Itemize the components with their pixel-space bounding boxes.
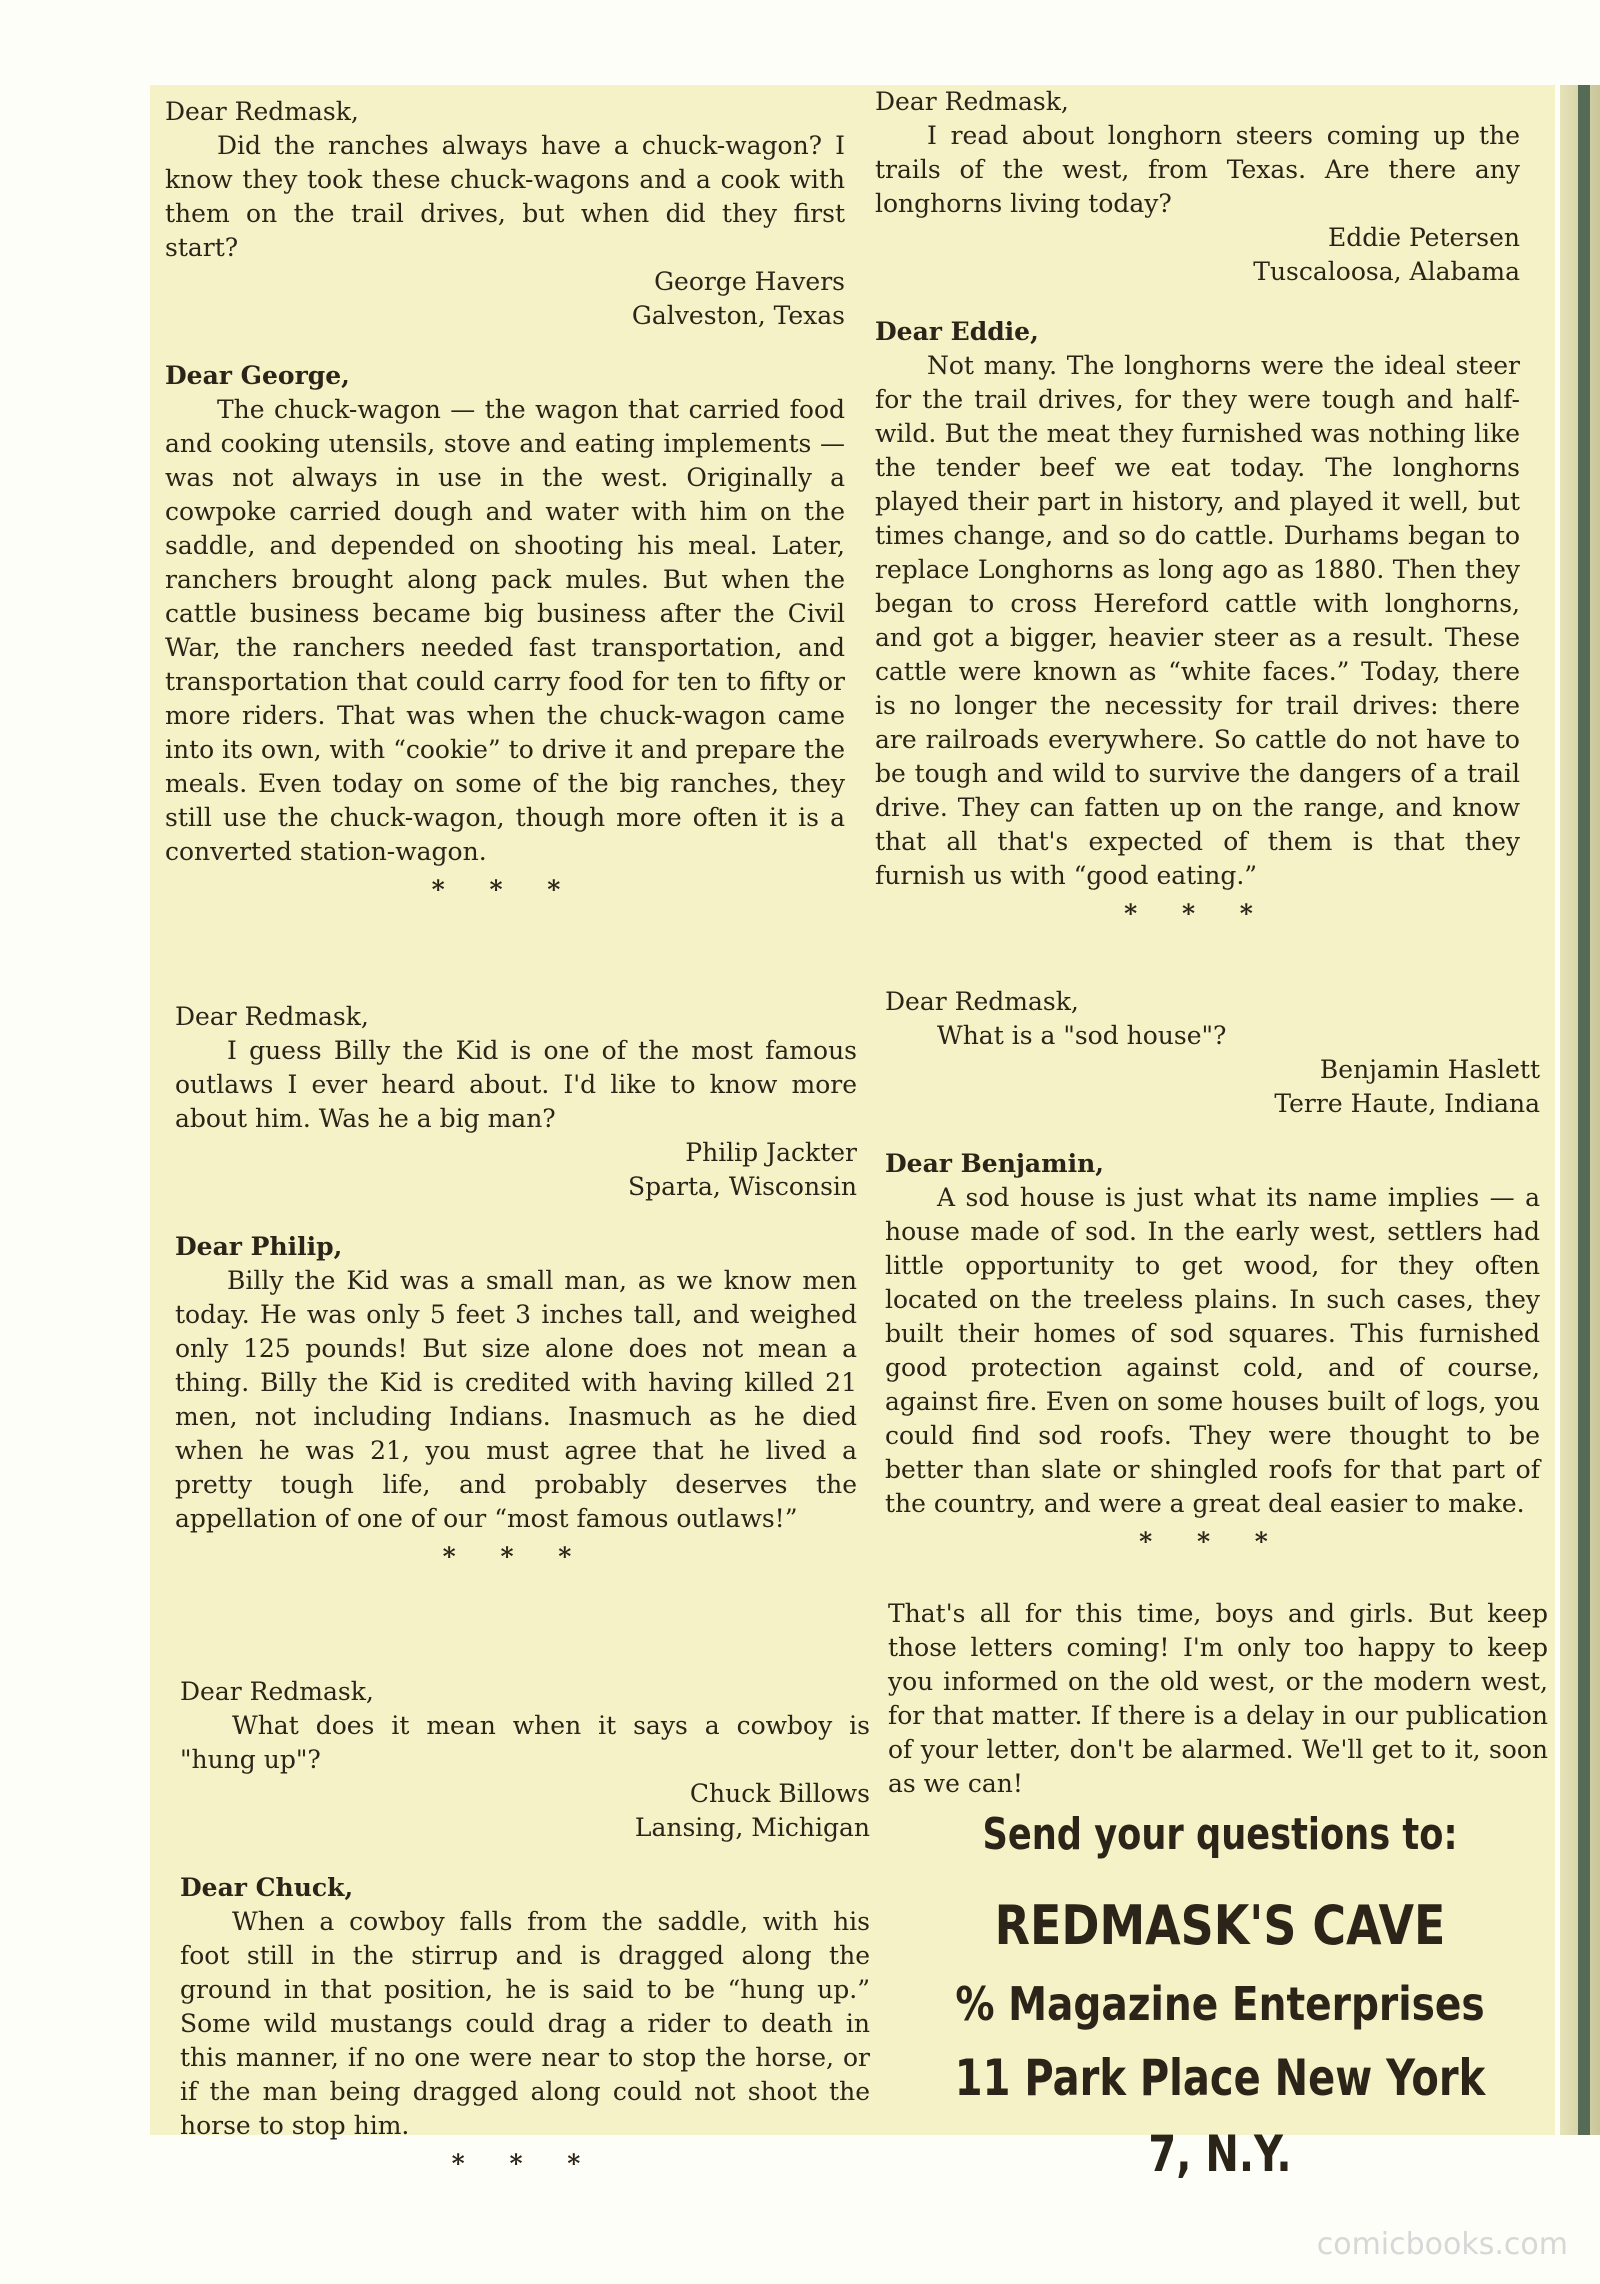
section-separator: * * * xyxy=(431,875,579,904)
letter-greeting: Dear Redmask, xyxy=(885,987,1079,1016)
reply-greeting: Dear Eddie, xyxy=(875,317,1039,346)
letter-body: What is a "sod house"? xyxy=(937,1021,1227,1050)
letter-body: What does it mean when it says a cowboy is "hung up"? xyxy=(180,1711,870,1774)
mailing-address xyxy=(875,1800,1565,2192)
reply-greeting: Dear Benjamin, xyxy=(885,1149,1104,1178)
closing-paragraph: That's all for this time, boys and girls. But keep those letters coming! I'm only too happy to keep you informed on the old west, or the modern west, for that matter. If there is a delay in our publication of your letter, don't be alarmed. We'll get to it, soon as we can! xyxy=(888,1599,1548,1798)
watermark: comicbooks.com xyxy=(1316,2227,1568,2262)
letter-billy-the-kid xyxy=(175,1000,857,1574)
reply-body: Not many. The longhorns were the ideal steer for the trail drives, for they were tough and half-wild. But the meat they furnished was nothing like the tender beef we eat today. The longhorns played their part in history, and played it well, but times change, and so do cattle. Durhams began to replace Longhorns as long ago as 1880. Then they began to cross Hereford cattle with longhorns, and got a bigger, heavier steer as a result. These cattle were known as “white faces.” Today, there is no longer the necessity for trail drives: there are railroads everywhere. So cattle do not have to be tough and wild to survive the dangers of a trail drive. They can fatten up on the range, and know that all that's expected of them is that they furnish us with “good eating.” xyxy=(875,351,1520,890)
section-separator: * * * xyxy=(442,1542,590,1571)
letter-signature-name: Philip Jackter xyxy=(685,1138,857,1167)
section-separator: * * * xyxy=(1139,1527,1286,1556)
letter-signature-place: Tuscaloosa, Alabama xyxy=(1253,257,1520,286)
letter-body: Did the ranches always have a chuck-wagon? I know they took these chuck-wagons and a cook with them on the trail drives, but when did they first start? xyxy=(165,131,845,262)
reply-body: A sod house is just what its name implies — a house made of sod. In the early west, settlers had little opportunity to get wood, for they often located on the treeless plains. In such cases, they built their homes of sod squares. This furnished good protection against cold, and of course, against fire. Even on some houses built of logs, you could find sod roofs. They were thought to be better than slate or shingled roofs for that part of the country, and were a great deal easier to make. xyxy=(885,1183,1540,1518)
letter-hung-up xyxy=(180,1675,870,2181)
letter-signature-name: Eddie Petersen xyxy=(1327,223,1520,252)
letter-signature-place: Lansing, Michigan xyxy=(634,1813,870,1842)
page-edge-strip xyxy=(1578,85,1590,2135)
letter-greeting: Dear Redmask, xyxy=(875,87,1069,116)
letter-body: I read about longhorn steers coming up the trails of the west, from Texas. Are there any longhorns living today? xyxy=(875,121,1520,218)
letter-body: I guess Billy the Kid is one of the most famous outlaws I ever heard about. I'd like to know more about him. Was he a big man? xyxy=(175,1036,857,1133)
letter-greeting: Dear Redmask, xyxy=(175,1002,369,1031)
letter-greeting: Dear Redmask, xyxy=(180,1677,374,1706)
closing-section xyxy=(888,1597,1548,1801)
letter-sod-house xyxy=(885,985,1540,1559)
letter-signature-name: Chuck Billows xyxy=(689,1779,870,1808)
reply-greeting: Dear Chuck, xyxy=(180,1873,354,1902)
letter-longhorns xyxy=(875,85,1520,931)
address-street: 11 Park Place New York 7, N.Y. xyxy=(954,2049,1486,2183)
letter-greeting: Dear Redmask, xyxy=(165,97,359,126)
section-separator: * * * xyxy=(1124,899,1271,928)
page-edge xyxy=(1560,85,1600,2135)
reply-greeting: Dear Philip, xyxy=(175,1232,343,1261)
address-care-of: % Magazine Enterprises xyxy=(955,1977,1485,2031)
letter-signature-place: Galveston, Texas xyxy=(631,301,845,330)
letter-signature-name: George Havers xyxy=(654,267,845,296)
letter-signature-place: Sparta, Wisconsin xyxy=(628,1172,857,1201)
reply-body: When a cowboy falls from the saddle, with his foot still in the stirrup and is dragged along the ground in that position, he is said to be “hung up.” Some wild mustangs could drag a rider to death in this manner, if no one were near to stop the horse, or if the man being dragged along could not shoot the horse to stop him. xyxy=(180,1907,870,2140)
reply-body: Billy the Kid was a small man, as we know men today. He was only 5 feet 3 inches tall, and weighed only 125 pounds! But size alone does not mean a thing. Billy the Kid is credited with having killed 21 men, not including Indians. Inasmuch as he died when he was 21, you must agree that he lived a pretty tough life, and probably deserves the appellation of one of our “most famous outlaws!” xyxy=(175,1266,857,1533)
section-separator: * * * xyxy=(451,2149,599,2178)
reply-greeting: Dear George, xyxy=(165,361,350,390)
address-recipient: REDMASK'S CAVE xyxy=(994,1894,1446,1957)
letter-signature-place: Terre Haute, Indiana xyxy=(1274,1089,1540,1118)
letter-signature-name: Benjamin Haslett xyxy=(1319,1055,1540,1084)
address-heading: Send your questions to: xyxy=(982,1809,1458,1860)
letter-chuck-wagon xyxy=(165,95,845,907)
reply-body: The chuck-wagon — the wagon that carried food and cooking utensils, stove and eating implements — was not always in use in the west. Originally a cowpoke carried dough and water with him on the saddle, and depended on shooting his meal. Later, ranchers brought along pack mules. But when the cattle business became big business after the Civil War, the ranchers needed fast transportation, and transportation that could carry food for ten to fifty or more riders. That was when the chuck-wagon came into its own, with “cookie” to drive it and prepare the meals. Even today on some of the big ranches, they still use the chuck-wagon, though more often it is a converted station-wagon. xyxy=(165,395,845,866)
